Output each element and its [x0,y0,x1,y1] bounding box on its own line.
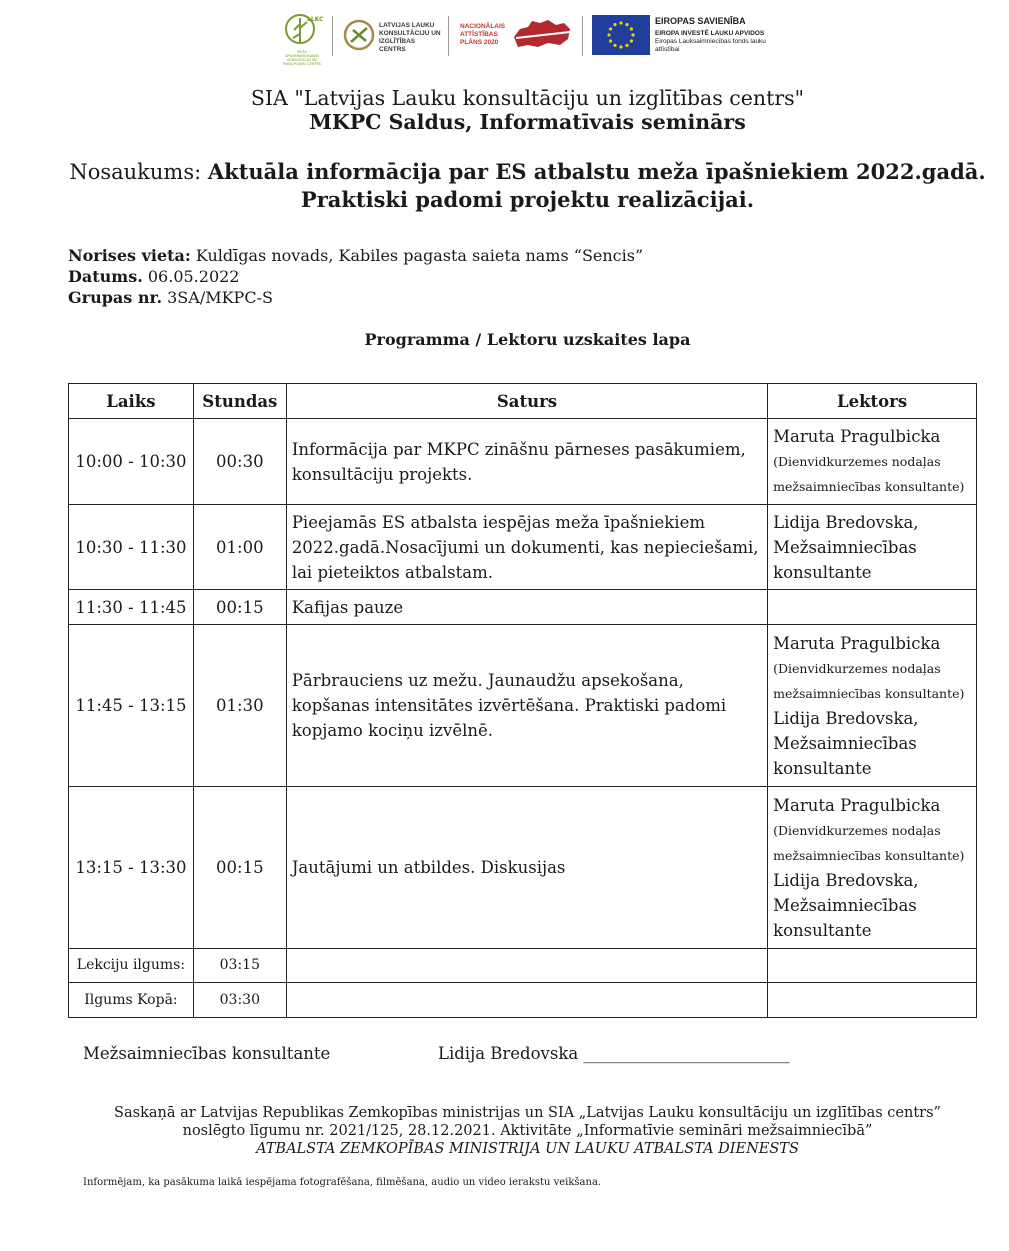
disclaimer: Informējam, ka pasākuma laikā iespējama fotografēšana, filmēšana, audio un video ierakstu veikšana. [83,1177,602,1188]
footer-line-3 [0,1140,1009,1158]
lector-name: Lidija Bredovska, Mežsaimniecības konsultante [773,870,919,940]
date-line [68,266,239,287]
title-line-2 [0,186,1009,214]
title-text-1: Aktuāla informācija par ES atbalstu meža īpašniekiem 2022.gadā. [207,159,986,184]
summary-label: Lekciju ilgums: [69,949,194,983]
eu-subtitle: EIROPA INVESTĒ LAUKU APVIDOS [655,30,765,37]
nap-line: NACIONĀLAIS [460,23,506,30]
lector-name: Maruta Pragulbicka [773,427,941,446]
time-cell: 10:00 - 10:30 [69,419,194,505]
empty-cell [286,983,767,1018]
title-text-2: Praktiski padomi projektu realizācijai. [300,187,755,212]
llkc-emblem-icon [342,18,376,52]
lector-cell: Lidija Bredovska, Mežsaimniecības konsultante [768,505,977,590]
content-cell: Jautājumi un atbildes. Diskusijas [286,787,767,949]
time-cell: 13:15 - 13:30 [69,787,194,949]
table-row [69,505,977,590]
table-row [69,419,977,505]
eu-logo [592,12,782,58]
footer-support-text: ATBALSTA ZEMKOPĪBAS MINISTRIJA UN LAUKU ATBALSTA DIENESTS [256,1141,799,1157]
lector-note: (Dienvidkurzemes nodaļas mežsaimniecības konsultante) [773,822,965,863]
seminar-subtitle: MKPC Saldus, Informatīvais seminārs [309,110,746,134]
summary-row [69,949,977,983]
forest-center-caption: MEŽA APSAIMNIEKOŠANAS KONSULTĀCIJU UN PAKALPOJUMU CENTRS [283,50,321,66]
lector-name: Maruta Pragulbicka [773,633,941,653]
empty-cell [768,949,977,983]
forest-center-logo-icon [280,12,324,46]
signature-line: _________________________ [583,1044,790,1063]
nap-line: PLĀNS 2020 [460,39,499,46]
seminar-title [0,158,1009,214]
table-row [69,787,977,949]
lector-cell [768,590,977,625]
place-label: Norises vieta: [68,246,191,265]
group-line [68,287,273,308]
date-label: Datums. [68,267,143,286]
date-value: 06.05.2022 [147,267,240,286]
hours-cell: 01:00 [193,505,286,590]
summary-row [69,983,977,1018]
eu-fund: Eiropas Lauksaimniecības fonds lauku attīstībai [655,38,766,53]
latvia-map-icon [512,17,572,51]
group-label: Grupas nr. [68,288,163,307]
title-line-1 [0,158,1009,186]
content-cell: Pārbrauciens uz mežu. Jaunaudžu apsekošana, kopšanas intensitātes izvērtēšana. Praktiski padomi kopjamo kociņu izvēlnē. [286,625,767,787]
summary-value: 03:30 [193,983,286,1018]
eu-text [655,15,775,53]
group-value: 3SA/MKPC-S [167,288,273,307]
signature-role: Mežsaimniecības konsultante [83,1044,331,1063]
empty-cell [768,983,977,1018]
title-label: Nosaukums: [69,160,202,184]
lector-name: Lidija Bredovska, Mežsaimniecības konsultante [773,708,919,778]
place-line [68,245,643,266]
logo-strip [280,12,780,66]
lector-cell [768,625,977,787]
content-cell: Informācija par MKPC zināšnu pārneses pasākumiem, konsultāciju projekts. [286,419,767,505]
nap2020-logo [458,12,576,58]
content-cell: Kafijas pauze [286,590,767,625]
summary-value: 03:15 [193,949,286,983]
nap-line: ATTĪSTĪBAS [460,31,498,38]
time-cell: 11:30 - 11:45 [69,590,194,625]
column-header-hours: Stundas [193,384,286,419]
footer [0,1104,1009,1158]
place-value: Kuldīgas novads, Kabiles pagasta saieta nams “Sencis” [195,246,644,265]
table-header-row [69,384,977,419]
footer-line-1: Saskaņā ar Latvijas Republikas Zemkopības ministrijas un SIA „Latvijas Lauku konsultāciju un izglītības centrs” [114,1105,941,1121]
hours-cell: 00:15 [193,590,286,625]
time-cell: 10:30 - 11:30 [69,505,194,590]
lector-cell [768,419,977,505]
llkc-logo-text: LATVIJAS LAUKU KONSULTĀCIJU UN IZGLĪTĪBAS CENTRS [379,22,441,53]
forest-center-logo [280,12,324,66]
column-header-content: Saturs [286,384,767,419]
logo-divider [448,16,449,56]
lector-note: (Dienvidkurzemes nodaļas mežsaimniecības konsultante) [773,454,965,494]
hours-cell: 00:15 [193,787,286,949]
llkc-logo [342,12,442,58]
nap2020-text [460,23,505,47]
logo-divider [582,16,583,56]
time-cell: 11:45 - 13:15 [69,625,194,787]
svg-text:LLKC: LLKC [307,16,324,23]
eu-flag-icon [592,15,650,55]
content-cell: Pieejamās ES atbalsta iespējas meža īpašniekiem 2022.gadā.Nosacījumi un dokumenti, kas nepieciešami, lai pieteiktos atbalstam. [286,505,767,590]
organization-name: SIA "Latvijas Lauku konsultāciju un izglītības centrs" [250,86,805,110]
footer-line-2: noslēgto līgumu nr. 2021/125, 28.12.2021. Aktivitāte „Informatīvie semināri mežsaimniecībā” [182,1123,873,1139]
schedule-table [68,383,977,1018]
lector-name: Maruta Pragulbicka [773,795,941,815]
hours-cell: 01:30 [193,625,286,787]
column-header-lector: Lektors [768,384,977,419]
column-header-time: Laiks [69,384,194,419]
table-row [69,625,977,787]
hours-cell: 00:30 [193,419,286,505]
signature-name: Lidija Bredovska [438,1044,579,1063]
lector-cell [768,787,977,949]
table-row [69,590,977,625]
eu-title: EIROPAS SAVIENĪBA [655,16,746,26]
summary-label: Ilgums Kopā: [69,983,194,1018]
signature-block [438,1044,790,1063]
program-heading: Programma / Lektoru uzskaites lapa [364,330,691,349]
lector-note: (Dienvidkurzemes nodaļas mežsaimniecības konsultante) [773,660,965,701]
empty-cell [286,949,767,983]
logo-divider [332,16,333,56]
